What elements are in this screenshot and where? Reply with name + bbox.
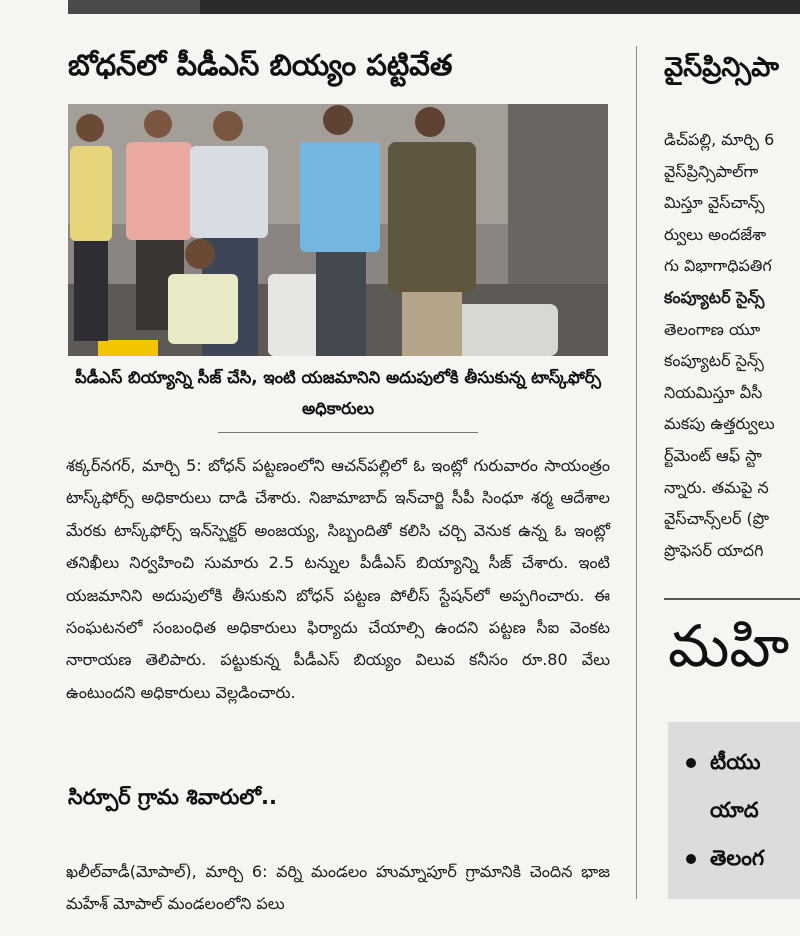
bullet-dot-icon: [686, 758, 696, 768]
bullet-box: [668, 722, 800, 899]
bullet-text: టీయు: [710, 750, 761, 774]
section-divider: [664, 598, 800, 600]
right-column-line: గు విభాగాధిపతిగ: [664, 256, 772, 276]
article-headline: బోధన్‌లో పీడీఎస్ బియ్యం పట్టివేత: [68, 48, 453, 82]
bullet-text: తెలంగ: [710, 846, 765, 870]
right-column-line: మిస్తూ వైస్‌చాన్స్: [664, 193, 765, 213]
right-column-line: ర్వులు అందజేశా: [664, 224, 767, 244]
right-column-line: న్నారు. తమపై న: [664, 477, 769, 497]
right-column-line: ప్రొఫెసర్ యాదగి: [664, 540, 764, 560]
bullet-item: [686, 846, 764, 876]
article-body-continued: [66, 840, 610, 936]
article-paragraph-2: ఖలీల్‌వాడీ(మోపాల్), మార్చి 6: వర్ని మండలం హుమ్నాపూర్ గ్రామానికి చెందిన భాజ మహేశ్ మోపాల్ మండలంలోని పలు: [66, 862, 610, 913]
caption-divider: [218, 432, 478, 433]
right-column-line: వైస్‌చాన్స్‌లర్ (ప్రొ: [664, 509, 770, 529]
top-banner-segment: [68, 0, 200, 14]
right-column-line: కంప్యూటర్ సైన్స్: [664, 351, 764, 371]
sub-headline: సిర్పూర్ గ్రామ శివారులో..: [68, 785, 277, 809]
right-column-line: ర్ట్‌మెంట్ ఆఫ్ స్టా: [664, 445, 762, 465]
article-paragraph: శక్కర్‌నగర్, మార్చి 5: బోధన్ పట్టణంలోని ఆచన్‌పల్లిలో ఓ ఇంట్లో గురువారం సాయంత్రం టాస్క్‌ఫోర్స్ అధికారులు దాడి చేశారు. నిజామాబాద్ ఇన్‌చార్జి సీపీ సింధూ శర్మ ఆదేశాల మేరకు టాస్క్‌ఫోర్స్ ఇన్‌స్పెక్టర్ అంజయ్య, సిబ్బందితో కలిసి చర్చి వెనుక ఉన్న ఓ ఇంట్లో తనిఖీలు నిర్వహించి సుమారు 2.5 టన్నుల పీడీఎస్ బియ్యాన్ని సీజ్ చేశారు. ఇంటి యజమానిని అదుపులోకి తీసుకుని బోధన్ పట్టణ పోలీస్ స్టేషన్‌లో అప్పగించారు. ఈ సంఘటనలో సంబంధిత అధికారులు ఫిర్యాదు చేయాల్సి ఉందని పట్టణ సీఐ వెంకట నారాయణ తెలిపారు. పట్టుకున్న పీడీఎస్ బియ్యం విలువ కనీసం రూ.80 వేలు ఉంటుందని అధికారులు వెల్లడించారు.: [66, 456, 610, 702]
right-column-body: [664, 124, 800, 566]
right-column-line: డిచ్‌పల్లి, మార్చి 6: [664, 130, 775, 149]
news-photo: [68, 104, 608, 356]
article-body: [66, 450, 610, 709]
news-photo-illustration: [68, 104, 608, 356]
bullet-item: [686, 750, 760, 780]
right-column-large-heading: మహి: [668, 612, 790, 680]
right-column-line: వైస్‌ప్రిన్సిపాల్‌గా: [664, 161, 759, 181]
bullet-item-continued: [710, 798, 759, 828]
bullet-dot-icon: [686, 854, 696, 864]
bullet-text: యాద: [710, 798, 759, 822]
top-banner-bar: [68, 0, 800, 14]
right-column-line: మకపు ఉత్తర్వులు: [664, 414, 775, 434]
right-column-line: నియమిస్తూ వీసీ: [664, 382, 763, 402]
photo-caption: పీడీఎస్ బియ్యాన్ని సీజ్ చేసి, ఇంటి యజమానిని అదుపులోకి తీసుకున్న టాస్క్‌ఫోర్స్ అధికారులు: [75, 368, 601, 418]
right-column-headline: వైస్‌ప్రిన్సిపా: [664, 52, 779, 83]
right-column-line-bold: కంప్యూటర్ సైన్స్: [664, 287, 765, 307]
column-divider: [636, 46, 637, 899]
right-column-line: తెలంగాణ యూ: [664, 319, 761, 339]
